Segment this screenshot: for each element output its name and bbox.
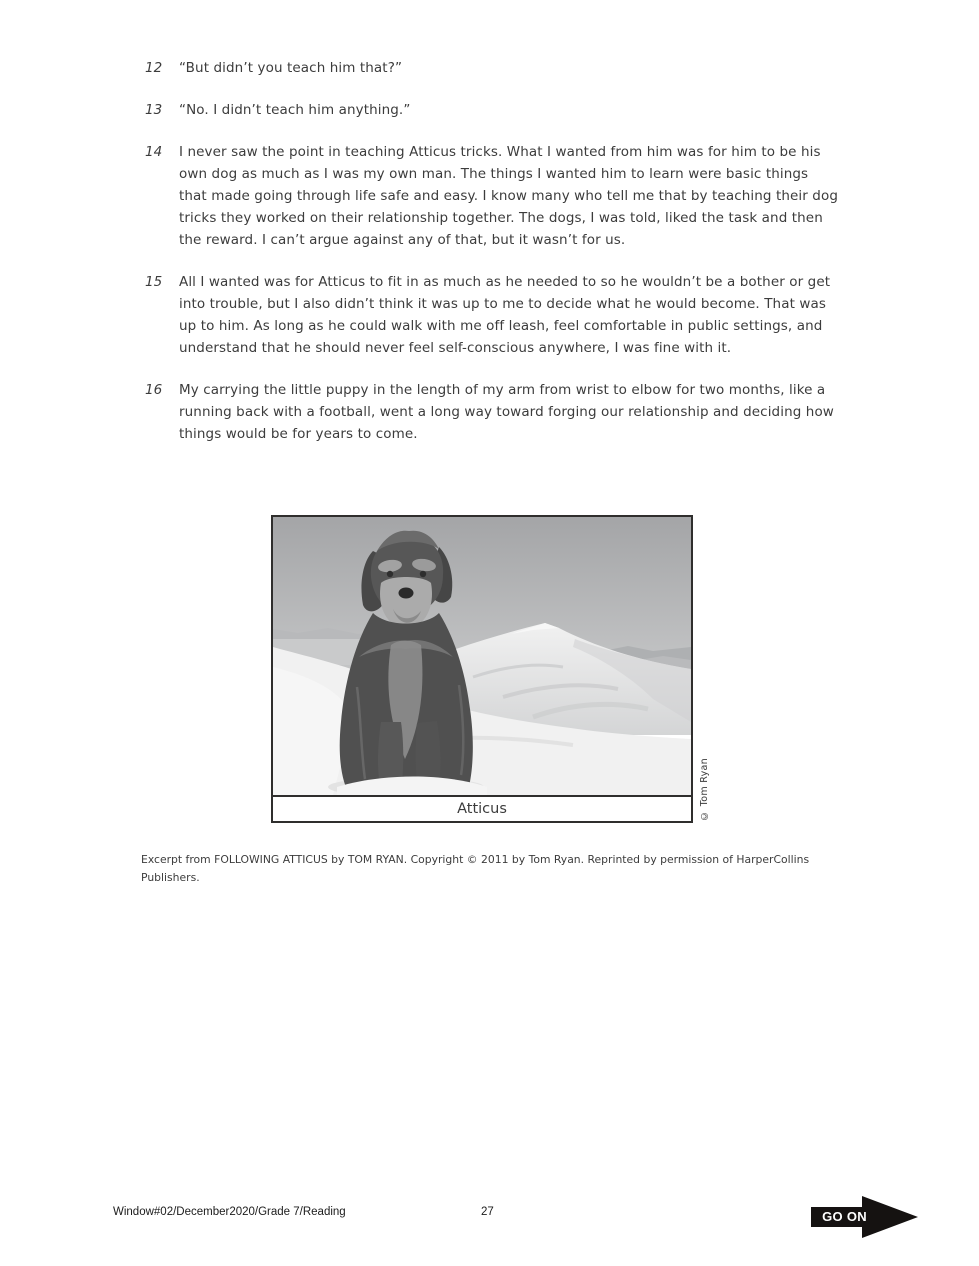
paragraph-12	[145, 57, 845, 79]
atticus-figure	[271, 515, 710, 823]
photo-caption: Atticus	[271, 797, 693, 823]
paragraph-text: All I wanted was for Atticus to fit in as much as he needed to so he wouldn’t be a bother or get into trouble, but I also didn’t think it was up to me to decide what he would become. That was up to him. As long as he could walk with me off leash, feel comfortable in public settings, and understand that he should never feel self-conscious anywhere, I was fine with it.	[179, 274, 831, 356]
paragraph-15	[145, 271, 845, 359]
paragraph-number: 15	[145, 274, 163, 290]
paragraph-16	[145, 379, 845, 445]
paragraph-text: My carrying the little puppy in the length of my arm from wrist to elbow for two months, like a running back with a football, went a long way toward forging our relationship and deciding how things would be for years to come.	[179, 382, 834, 442]
paragraph-text: “No. I didn’t teach him anything.”	[179, 102, 411, 118]
go-on-badge	[811, 1196, 923, 1238]
paragraph-number: 14	[145, 144, 163, 160]
paragraph-13	[145, 99, 845, 121]
paragraph-number: 12	[145, 60, 163, 76]
page-number: 27	[481, 1206, 494, 1218]
go-on-label: GO ON	[811, 1207, 878, 1227]
reading-passage	[145, 57, 845, 465]
paragraph-text: “But didn’t you teach him that?”	[179, 60, 403, 76]
footer-doc-id: Window#02/December2020/Grade 7/Reading	[113, 1206, 346, 1218]
paragraph-text: I never saw the point in teaching Atticus tricks. What I wanted from him was for him to be his own dog as much as I was my own man. The things I wanted him to learn were basic things that made going through life safe and easy. I know many who tell me that by teaching their dog tricks they worked on their relationship together. The dogs, I was told, liked the task and then the reward. I can’t argue against any of that, but it wasn’t for us.	[179, 144, 838, 248]
excerpt-credit: Excerpt from FOLLOWING ATTICUS by TOM RYAN. Copyright © 2011 by Tom Ryan. Reprinted by permission of HarperCollins Publishers.	[141, 853, 810, 884]
paragraph-number: 13	[145, 102, 163, 118]
paragraph-14	[145, 141, 845, 251]
photo-frame	[271, 515, 693, 797]
atticus-photo	[273, 517, 691, 795]
photo-credit: © Tom Ryan	[699, 758, 710, 821]
paragraph-number: 16	[145, 382, 163, 398]
